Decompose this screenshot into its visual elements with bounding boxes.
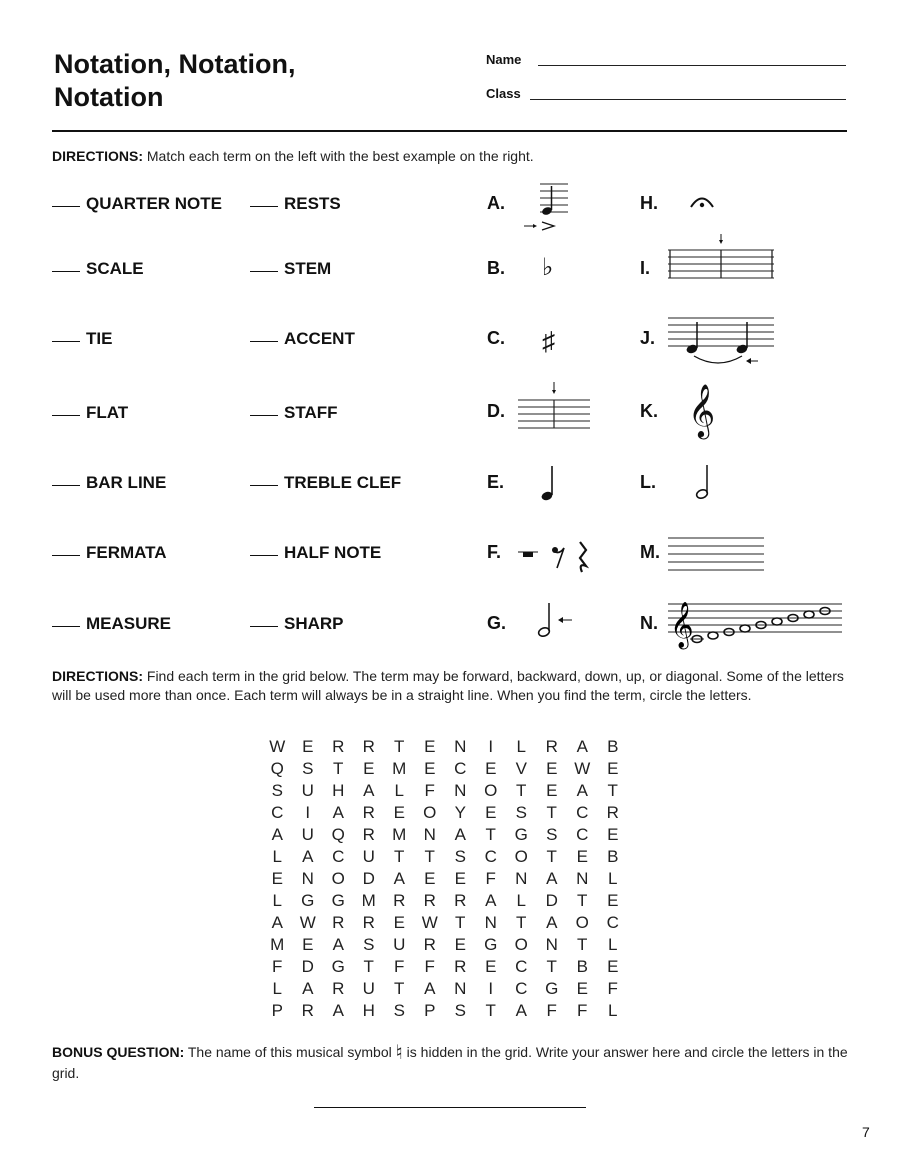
example-letter-g: G. — [487, 613, 507, 633]
grid-letter[interactable]: B — [607, 737, 619, 756]
grid-letter[interactable]: L — [272, 847, 282, 866]
grid-letter[interactable]: C — [515, 979, 528, 998]
name-field[interactable] — [538, 65, 846, 66]
directions-matching — [52, 147, 852, 166]
term-label: BAR LINE — [86, 473, 167, 492]
example-letter-n: N. — [640, 613, 658, 633]
grid-letter[interactable]: G — [545, 979, 559, 998]
quarter-note-icon — [540, 464, 560, 504]
grid-letter[interactable]: F — [394, 957, 405, 976]
grid-letter[interactable]: E — [607, 957, 619, 976]
bonus-answer-field[interactable] — [314, 1107, 586, 1108]
grid-letter[interactable]: C — [515, 957, 528, 976]
measure-staff-icon — [666, 232, 776, 290]
grid-letter[interactable]: C — [606, 913, 619, 932]
grid-letter[interactable]: A — [302, 979, 314, 998]
grid-letter[interactable]: T — [516, 781, 527, 800]
grid-letter[interactable]: E — [424, 759, 436, 778]
bonus-question — [52, 1042, 852, 1083]
grid-letter[interactable]: L — [394, 781, 404, 800]
grid-letter[interactable]: I — [305, 803, 311, 822]
example-letter-k: K. — [640, 401, 658, 421]
grid-letter[interactable]: L — [272, 979, 282, 998]
grid-letter[interactable]: A — [332, 803, 344, 822]
grid-letter[interactable]: T — [485, 825, 496, 844]
grid-letter[interactable]: T — [546, 847, 557, 866]
grid-letter[interactable]: U — [301, 825, 314, 844]
grid-letter[interactable]: L — [608, 1001, 618, 1020]
grid-letter[interactable]: R — [362, 913, 375, 932]
grid-letter[interactable]: U — [393, 935, 406, 954]
grid-letter[interactable]: W — [269, 737, 286, 756]
grid-letter[interactable]: W — [574, 759, 591, 778]
grid-letter[interactable]: E — [576, 847, 588, 866]
term-row — [250, 543, 381, 563]
bonus-text-before: The name of this musical symbol — [184, 1044, 396, 1060]
grid-letter[interactable]: I — [488, 979, 494, 998]
grid-letter[interactable]: U — [362, 979, 375, 998]
grid-letter[interactable]: R — [332, 913, 345, 932]
term-label: FERMATA — [86, 543, 167, 562]
grid-letter[interactable]: N — [484, 913, 497, 932]
answer-blank[interactable] — [52, 415, 80, 416]
grid-letter[interactable]: M — [392, 825, 407, 844]
grid-letter[interactable]: N — [576, 869, 589, 888]
term-label: SHARP — [284, 614, 344, 633]
grid-letter[interactable]: R — [423, 935, 436, 954]
term-label: STEM — [284, 259, 332, 278]
bonus-text-after: is hidden in the grid. Write your answer here and circle the letters in the grid. — [52, 1044, 848, 1081]
grid-letter[interactable]: Y — [454, 803, 466, 822]
grid-letter[interactable]: B — [607, 847, 619, 866]
answer-blank[interactable] — [250, 271, 278, 272]
term-row — [52, 194, 222, 214]
grid-letter[interactable]: E — [302, 737, 314, 756]
term-label: RESTS — [284, 194, 341, 213]
name-label: Name — [486, 52, 522, 67]
grid-letter[interactable]: A — [393, 869, 405, 888]
grid-letter[interactable]: E — [576, 979, 588, 998]
grid-letter[interactable]: E — [424, 869, 436, 888]
grid-row — [262, 912, 628, 934]
grid-letter[interactable]: F — [424, 957, 435, 976]
answer-blank[interactable] — [52, 206, 80, 207]
answer-blank[interactable] — [52, 271, 80, 272]
grid-letter[interactable]: O — [575, 913, 589, 932]
grid-letter[interactable]: A — [332, 935, 344, 954]
term-label: SCALE — [86, 259, 144, 278]
flat-icon: ♭ — [542, 254, 554, 281]
scale-icon — [666, 592, 844, 648]
tied-notes-icon — [666, 312, 776, 368]
grid-letter[interactable]: G — [301, 891, 315, 910]
title-line-1: Notation, Notation, — [54, 49, 296, 79]
example-letter-l: L. — [640, 472, 656, 492]
grid-letter[interactable]: R — [454, 891, 467, 910]
accented-note-staff-icon — [520, 180, 570, 232]
grid-letter[interactable]: T — [607, 781, 618, 800]
term-row — [250, 403, 338, 423]
term-label: HALF NOTE — [284, 543, 382, 562]
grid-letter[interactable]: P — [271, 1001, 283, 1020]
grid-letter[interactable]: A — [546, 869, 558, 888]
grid-letter[interactable]: T — [455, 913, 466, 932]
grid-letter[interactable]: S — [302, 759, 314, 778]
example-letter-a: A. — [487, 193, 505, 213]
word-search-grid — [262, 736, 628, 1022]
grid-letter[interactable]: E — [393, 913, 405, 932]
grid-letter[interactable]: E — [363, 759, 375, 778]
grid-letter[interactable]: C — [271, 803, 284, 822]
half-note-icon — [694, 462, 714, 502]
grid-letter[interactable]: T — [485, 1001, 496, 1020]
grid-letter[interactable]: E — [454, 935, 466, 954]
example-letter-m: M. — [640, 542, 660, 562]
grid-letter[interactable]: T — [363, 957, 374, 976]
staff-line-arrow-icon — [516, 380, 592, 436]
example-letter-i: I. — [640, 258, 651, 278]
grid-letter[interactable]: N — [454, 979, 467, 998]
term-row — [250, 473, 401, 493]
term-label: MEASURE — [86, 614, 172, 633]
term-label: TREBLE CLEF — [284, 473, 402, 492]
term-row — [52, 543, 167, 563]
grid-letter[interactable]: T — [424, 847, 435, 866]
answer-blank[interactable] — [52, 626, 80, 627]
grid-letter[interactable]: A — [302, 847, 314, 866]
grid-letter[interactable]: I — [488, 737, 494, 756]
grid-row — [262, 956, 628, 978]
term-label: ACCENT — [284, 329, 355, 348]
grid-row — [262, 780, 628, 802]
grid-letter[interactable]: R — [362, 825, 375, 844]
grid-letter[interactable]: T — [333, 759, 344, 778]
grid-letter[interactable]: B — [576, 957, 588, 976]
grid-letter[interactable]: E — [454, 869, 466, 888]
grid-letter[interactable]: C — [332, 847, 345, 866]
grid-row — [262, 1000, 628, 1022]
answer-blank[interactable] — [52, 341, 80, 342]
directions-text: Match each term on the left with the best example on the right. — [143, 148, 534, 164]
directions-label: DIRECTIONS: — [52, 668, 143, 684]
grid-row — [262, 736, 628, 758]
directions-text: Find each term in the grid below. The term may be forward, backward, down, up, or diagonal. Some of the letters will be used more than once. Each term will always be in a straight line. When you find the term, circle the letters. — [52, 668, 844, 703]
grid-letter[interactable]: A — [424, 979, 436, 998]
grid-letter[interactable]: O — [514, 935, 528, 954]
grid-letter[interactable]: T — [394, 979, 405, 998]
grid-letter[interactable]: A — [485, 891, 497, 910]
grid-letter[interactable]: R — [423, 891, 436, 910]
grid-letter[interactable]: E — [485, 759, 497, 778]
grid-letter[interactable]: G — [514, 825, 528, 844]
term-row — [250, 614, 344, 634]
header-divider — [52, 130, 847, 132]
grid-letter[interactable]: A — [515, 1001, 527, 1020]
grid-letter[interactable]: O — [514, 847, 528, 866]
answer-blank[interactable] — [250, 626, 278, 627]
term-row — [52, 403, 128, 423]
grid-letter[interactable]: G — [331, 957, 345, 976]
grid-letter[interactable]: R — [332, 979, 345, 998]
grid-letter[interactable]: S — [454, 1001, 466, 1020]
grid-letter[interactable]: S — [546, 825, 558, 844]
grid-letter[interactable]: N — [454, 737, 467, 756]
grid-letter[interactable]: E — [546, 781, 558, 800]
grid-letter[interactable]: F — [577, 1001, 588, 1020]
page-number: 7 — [862, 1124, 870, 1140]
grid-letter[interactable]: A — [271, 825, 283, 844]
grid-letter[interactable]: G — [331, 891, 345, 910]
grid-row — [262, 824, 628, 846]
grid-letter[interactable]: W — [421, 913, 438, 932]
grid-letter[interactable]: C — [454, 759, 467, 778]
answer-blank[interactable] — [52, 485, 80, 486]
grid-letter[interactable]: H — [362, 1001, 375, 1020]
grid-letter[interactable]: P — [424, 1001, 436, 1020]
grid-letter[interactable]: H — [332, 781, 345, 800]
grid-letter[interactable]: C — [576, 825, 589, 844]
grid-letter[interactable]: E — [393, 803, 405, 822]
grid-letter[interactable]: D — [362, 869, 375, 888]
grid-letter[interactable]: R — [454, 957, 467, 976]
grid-row — [262, 868, 628, 890]
example-letter-e: E. — [487, 472, 505, 492]
fermata-icon — [688, 192, 716, 212]
term-row — [52, 259, 144, 279]
term-label: TIE — [86, 329, 113, 348]
grid-letter[interactable]: L — [608, 935, 618, 954]
grid-letter[interactable]: A — [271, 913, 283, 932]
grid-letter[interactable]: O — [331, 869, 345, 888]
grid-letter[interactable]: R — [393, 891, 406, 910]
grid-letter[interactable]: D — [301, 957, 314, 976]
grid-letter[interactable]: A — [546, 913, 558, 932]
grid-row — [262, 890, 628, 912]
grid-letter[interactable]: R — [332, 737, 345, 756]
term-row — [250, 259, 331, 279]
grid-letter[interactable]: C — [484, 847, 497, 866]
answer-blank[interactable] — [250, 415, 278, 416]
grid-letter[interactable]: O — [484, 781, 498, 800]
grid-letter[interactable]: A — [363, 781, 375, 800]
grid-letter[interactable]: E — [424, 737, 436, 756]
example-letter-h: H. — [640, 193, 658, 213]
natural-icon: ♮ — [395, 1042, 403, 1064]
grid-letter[interactable]: N — [515, 869, 528, 888]
class-label: Class — [486, 86, 521, 101]
grid-letter[interactable]: E — [607, 825, 619, 844]
answer-blank[interactable] — [250, 206, 278, 207]
grid-letter[interactable]: N — [545, 935, 558, 954]
grid-letter[interactable]: F — [546, 1001, 557, 1020]
grid-letter[interactable]: D — [545, 891, 558, 910]
sharp-icon: ♯ — [542, 326, 555, 356]
grid-letter[interactable]: F — [272, 957, 283, 976]
grid-letter[interactable]: N — [301, 869, 314, 888]
grid-row — [262, 978, 628, 1000]
example-letter-c: C. — [487, 328, 505, 348]
grid-letter[interactable]: F — [424, 781, 435, 800]
term-label: FLAT — [86, 403, 129, 422]
bonus-label: BONUS QUESTION: — [52, 1044, 185, 1060]
treble-clef-icon: 𝄞 — [688, 383, 716, 437]
grid-letter[interactable]: E — [546, 759, 558, 778]
answer-blank[interactable] — [52, 555, 80, 556]
answer-blank[interactable] — [250, 485, 278, 486]
term-row — [52, 329, 112, 349]
grid-letter[interactable]: T — [546, 957, 557, 976]
directions-label: DIRECTIONS: — [52, 148, 143, 164]
half-note-arrow-icon — [536, 600, 580, 642]
staff-icon — [666, 532, 766, 574]
grid-letter[interactable]: S — [271, 781, 283, 800]
grid-row — [262, 846, 628, 868]
term-row — [52, 473, 166, 493]
example-letter-d: D. — [487, 401, 505, 421]
grid-letter[interactable]: E — [271, 869, 283, 888]
grid-letter[interactable]: E — [607, 891, 619, 910]
grid-letter[interactable]: C — [576, 803, 589, 822]
example-letter-j: J. — [640, 328, 656, 348]
grid-letter[interactable]: M — [361, 891, 376, 910]
class-field[interactable] — [530, 99, 846, 100]
term-label: QUARTER NOTE — [86, 194, 222, 213]
grid-letter[interactable]: R — [606, 803, 619, 822]
grid-letter[interactable]: R — [362, 803, 375, 822]
grid-letter[interactable]: W — [299, 913, 316, 932]
grid-letter[interactable]: S — [515, 803, 527, 822]
term-row — [250, 194, 341, 214]
grid-letter[interactable]: A — [332, 1001, 344, 1020]
grid-letter[interactable]: A — [576, 737, 588, 756]
example-letter-f: F. — [487, 542, 502, 562]
grid-letter[interactable]: M — [270, 935, 285, 954]
grid-letter[interactable]: R — [362, 737, 375, 756]
grid-letter[interactable]: R — [545, 737, 558, 756]
grid-letter[interactable]: Q — [270, 759, 284, 778]
grid-row — [262, 758, 628, 780]
answer-blank[interactable] — [250, 341, 278, 342]
grid-letter[interactable]: F — [485, 869, 496, 888]
grid-row — [262, 934, 628, 956]
grid-letter[interactable]: T — [516, 913, 527, 932]
grid-letter[interactable]: T — [546, 803, 557, 822]
page-title — [54, 48, 454, 114]
grid-letter[interactable]: S — [454, 847, 466, 866]
term-row — [250, 329, 355, 349]
grid-letter[interactable]: U — [301, 781, 314, 800]
grid-letter[interactable]: N — [423, 825, 436, 844]
title-line-2: Notation — [54, 82, 164, 112]
grid-letter[interactable]: E — [485, 957, 497, 976]
grid-letter[interactable]: U — [362, 847, 375, 866]
grid-letter[interactable]: Q — [331, 825, 345, 844]
term-row — [52, 614, 171, 634]
rests-icon — [514, 538, 598, 578]
grid-letter[interactable]: L — [272, 891, 282, 910]
treble-clef-icon: 𝄞 — [670, 602, 694, 648]
grid-letter[interactable]: E — [302, 935, 314, 954]
term-label: STAFF — [284, 403, 338, 422]
grid-letter[interactable]: T — [394, 737, 405, 756]
grid-letter[interactable]: T — [577, 891, 588, 910]
answer-blank[interactable] — [250, 555, 278, 556]
grid-letter[interactable]: E — [607, 759, 619, 778]
directions-word-search — [52, 667, 848, 705]
grid-letter[interactable]: L — [516, 737, 526, 756]
grid-letter[interactable]: O — [423, 803, 437, 822]
grid-letter[interactable]: S — [363, 935, 375, 954]
grid-letter[interactable]: L — [516, 891, 526, 910]
grid-letter[interactable]: T — [577, 935, 588, 954]
example-letter-b: B. — [487, 258, 505, 278]
grid-letter[interactable]: S — [393, 1001, 405, 1020]
grid-letter[interactable]: A — [576, 781, 588, 800]
grid-letter[interactable]: G — [484, 935, 498, 954]
grid-letter[interactable]: F — [607, 979, 618, 998]
grid-letter[interactable]: L — [608, 869, 618, 888]
grid-letter[interactable]: R — [301, 1001, 314, 1020]
grid-letter[interactable]: A — [454, 825, 466, 844]
grid-letter[interactable]: N — [454, 781, 467, 800]
grid-letter[interactable]: E — [485, 803, 497, 822]
grid-row — [262, 802, 628, 824]
grid-letter[interactable]: T — [394, 847, 405, 866]
grid-letter[interactable]: V — [515, 759, 527, 778]
grid-letter[interactable]: M — [392, 759, 407, 778]
